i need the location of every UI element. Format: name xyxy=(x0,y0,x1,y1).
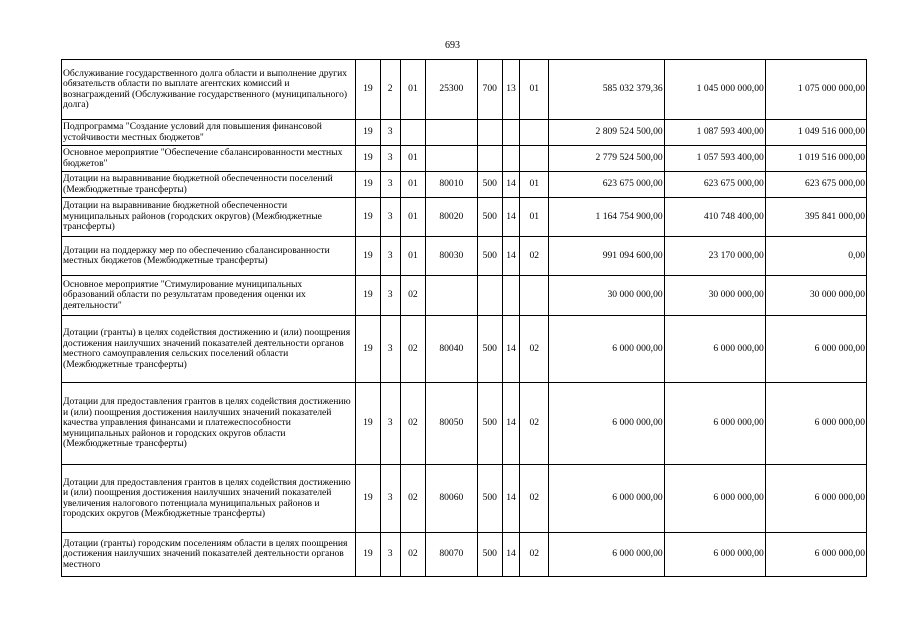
amount-year-2-cell: 30 000 000,00 xyxy=(664,276,765,316)
activity-code-cell: 01 xyxy=(400,237,425,276)
row-name-cell: Дотации (гранты) городским поселениям области в целях поощрения достижения наилучших значений показателей деятельности органов местного xyxy=(62,533,356,577)
table-row xyxy=(62,146,867,172)
subsection-code-cell: 02 xyxy=(520,316,549,383)
program-code-cell: 19 xyxy=(356,237,380,276)
table-row xyxy=(62,465,867,533)
table-row xyxy=(62,383,867,465)
direction-code-cell: 80030 xyxy=(426,237,478,276)
subsection-code-cell: 01 xyxy=(520,198,549,237)
activity-code-cell: 01 xyxy=(400,198,425,237)
amount-year-1-cell: 6 000 000,00 xyxy=(549,533,664,577)
budget-table xyxy=(61,59,867,577)
expense-type-cell: 500 xyxy=(477,316,502,383)
amount-year-3-cell: 6 000 000,00 xyxy=(765,383,866,465)
amount-year-2-cell: 410 748 400,00 xyxy=(664,198,765,237)
amount-year-3-cell: 6 000 000,00 xyxy=(765,533,866,577)
amount-year-1-cell: 6 000 000,00 xyxy=(549,316,664,383)
direction-code-cell xyxy=(426,120,478,146)
activity-code-cell: 02 xyxy=(400,383,425,465)
direction-code-cell: 80070 xyxy=(426,533,478,577)
subsection-code-cell: 02 xyxy=(520,237,549,276)
amount-year-1-cell: 6 000 000,00 xyxy=(549,383,664,465)
amount-year-1-cell: 1 164 754 900,00 xyxy=(549,198,664,237)
row-name-cell: Подпрограмма "Создание условий для повышения финансовой устойчивости местных бюджетов" xyxy=(62,120,356,146)
subprogram-code-cell: 3 xyxy=(380,383,400,465)
direction-code-cell: 25300 xyxy=(426,60,478,120)
section-code-cell xyxy=(502,276,519,316)
section-code-cell: 14 xyxy=(502,533,519,577)
subprogram-code-cell: 3 xyxy=(380,172,400,198)
program-code-cell: 19 xyxy=(356,198,380,237)
amount-year-3-cell: 1 019 516 000,00 xyxy=(765,146,866,172)
amount-year-3-cell: 1 049 516 000,00 xyxy=(765,120,866,146)
subsection-code-cell: 02 xyxy=(520,383,549,465)
expense-type-cell xyxy=(477,120,502,146)
section-code-cell: 14 xyxy=(502,316,519,383)
subprogram-code-cell: 3 xyxy=(380,237,400,276)
page-number: 693 xyxy=(445,40,460,51)
table-row xyxy=(62,276,867,316)
section-code-cell: 14 xyxy=(502,198,519,237)
direction-code-cell: 80060 xyxy=(426,465,478,533)
program-code-cell: 19 xyxy=(356,60,380,120)
amount-year-2-cell: 6 000 000,00 xyxy=(664,533,765,577)
subsection-code-cell: 01 xyxy=(520,60,549,120)
subprogram-code-cell: 3 xyxy=(380,533,400,577)
expense-type-cell xyxy=(477,146,502,172)
amount-year-1-cell: 585 032 379,36 xyxy=(549,60,664,120)
direction-code-cell xyxy=(426,146,478,172)
activity-code-cell: 02 xyxy=(400,533,425,577)
activity-code-cell: 01 xyxy=(400,146,425,172)
program-code-cell: 19 xyxy=(356,316,380,383)
section-code-cell: 14 xyxy=(502,383,519,465)
row-name-cell: Дотации (гранты) в целях содействия достижению и (или) поощрения достижения наилучших значений показателей деятельности органов местного самоуправления сельских поселений области (Межбюджетные трансферты) xyxy=(62,316,356,383)
amount-year-1-cell: 6 000 000,00 xyxy=(549,465,664,533)
amount-year-3-cell: 30 000 000,00 xyxy=(765,276,866,316)
expense-type-cell: 500 xyxy=(477,198,502,237)
row-name-cell: Дотации на поддержку мер по обеспечению сбалансированности местных бюджетов (Межбюджетные трансферты) xyxy=(62,237,356,276)
section-code-cell: 14 xyxy=(502,237,519,276)
amount-year-1-cell: 30 000 000,00 xyxy=(549,276,664,316)
row-name-cell: Дотации на выравнивание бюджетной обеспеченности поселений (Межбюджетные трансферты) xyxy=(62,172,356,198)
expense-type-cell: 700 xyxy=(477,60,502,120)
row-name-cell: Обслуживание государственного долга области и выполнение других обязательств области по выплате агентских комиссий и вознаграждений (Обслуживание государственного (муниципального) долга) xyxy=(62,60,356,120)
amount-year-1-cell: 623 675 000,00 xyxy=(549,172,664,198)
table-row xyxy=(62,237,867,276)
amount-year-2-cell: 1 045 000 000,00 xyxy=(664,60,765,120)
program-code-cell: 19 xyxy=(356,276,380,316)
table-row xyxy=(62,533,867,577)
amount-year-3-cell: 6 000 000,00 xyxy=(765,316,866,383)
table-row xyxy=(62,60,867,120)
program-code-cell: 19 xyxy=(356,465,380,533)
row-name-cell: Дотации для предоставления грантов в целях содействия достижению и (или) поощрения достижения наилучших значений показателей увеличения налогового потенциала муниципальных районов и городских округов (Межбюджетные трансферты) xyxy=(62,465,356,533)
subsection-code-cell: 02 xyxy=(520,533,549,577)
amount-year-1-cell: 2 809 524 500,00 xyxy=(549,120,664,146)
subsection-code-cell: 02 xyxy=(520,465,549,533)
direction-code-cell: 80010 xyxy=(426,172,478,198)
program-code-cell: 19 xyxy=(356,172,380,198)
subprogram-code-cell: 3 xyxy=(380,146,400,172)
row-name-cell: Дотации для предоставления грантов в целях содействия достижению и (или) поощрения достижения наилучших значений показателей качества управления финансами и платежеспособности муниципальных районов и городских округов области (Межбюджетные трансферты) xyxy=(62,383,356,465)
amount-year-3-cell: 1 075 000 000,00 xyxy=(765,60,866,120)
subsection-code-cell xyxy=(520,276,549,316)
activity-code-cell: 02 xyxy=(400,465,425,533)
amount-year-3-cell: 623 675 000,00 xyxy=(765,172,866,198)
direction-code-cell xyxy=(426,276,478,316)
amount-year-2-cell: 23 170 000,00 xyxy=(664,237,765,276)
program-code-cell: 19 xyxy=(356,383,380,465)
activity-code-cell xyxy=(400,120,425,146)
program-code-cell: 19 xyxy=(356,533,380,577)
subsection-code-cell xyxy=(520,120,549,146)
subprogram-code-cell: 3 xyxy=(380,120,400,146)
activity-code-cell: 01 xyxy=(400,172,425,198)
amount-year-2-cell: 1 057 593 400,00 xyxy=(664,146,765,172)
section-code-cell xyxy=(502,146,519,172)
direction-code-cell: 80020 xyxy=(426,198,478,237)
direction-code-cell: 80040 xyxy=(426,316,478,383)
amount-year-3-cell: 6 000 000,00 xyxy=(765,465,866,533)
amount-year-2-cell: 623 675 000,00 xyxy=(664,172,765,198)
subprogram-code-cell: 2 xyxy=(380,60,400,120)
subprogram-code-cell: 3 xyxy=(380,198,400,237)
table-row xyxy=(62,172,867,198)
subsection-code-cell xyxy=(520,146,549,172)
expense-type-cell: 500 xyxy=(477,465,502,533)
row-name-cell: Основное мероприятие "Обеспечение сбалансированности местных бюджетов" xyxy=(62,146,356,172)
subprogram-code-cell: 3 xyxy=(380,276,400,316)
amount-year-2-cell: 6 000 000,00 xyxy=(664,465,765,533)
row-name-cell: Дотации на выравнивание бюджетной обеспеченности муниципальных районов (городских округов) (Межбюджетные трансферты) xyxy=(62,198,356,237)
activity-code-cell: 01 xyxy=(400,60,425,120)
row-name-cell: Основное мероприятие "Стимулирование муниципальных образований области по результатам проведения оценки их деятельности" xyxy=(62,276,356,316)
activity-code-cell: 02 xyxy=(400,276,425,316)
subprogram-code-cell: 3 xyxy=(380,316,400,383)
amount-year-2-cell: 6 000 000,00 xyxy=(664,316,765,383)
program-code-cell: 19 xyxy=(356,146,380,172)
amount-year-2-cell: 6 000 000,00 xyxy=(664,383,765,465)
activity-code-cell: 02 xyxy=(400,316,425,383)
table-row xyxy=(62,198,867,237)
amount-year-3-cell: 395 841 000,00 xyxy=(765,198,866,237)
subsection-code-cell: 01 xyxy=(520,172,549,198)
amount-year-2-cell: 1 087 593 400,00 xyxy=(664,120,765,146)
section-code-cell: 14 xyxy=(502,465,519,533)
expense-type-cell: 500 xyxy=(477,383,502,465)
amount-year-1-cell: 991 094 600,00 xyxy=(549,237,664,276)
table-row xyxy=(62,316,867,383)
expense-type-cell xyxy=(477,276,502,316)
subprogram-code-cell: 3 xyxy=(380,465,400,533)
expense-type-cell: 500 xyxy=(477,172,502,198)
section-code-cell xyxy=(502,120,519,146)
amount-year-3-cell: 0,00 xyxy=(765,237,866,276)
program-code-cell: 19 xyxy=(356,120,380,146)
amount-year-1-cell: 2 779 524 500,00 xyxy=(549,146,664,172)
section-code-cell: 13 xyxy=(502,60,519,120)
expense-type-cell: 500 xyxy=(477,533,502,577)
table-row xyxy=(62,120,867,146)
section-code-cell: 14 xyxy=(502,172,519,198)
expense-type-cell: 500 xyxy=(477,237,502,276)
direction-code-cell: 80050 xyxy=(426,383,478,465)
